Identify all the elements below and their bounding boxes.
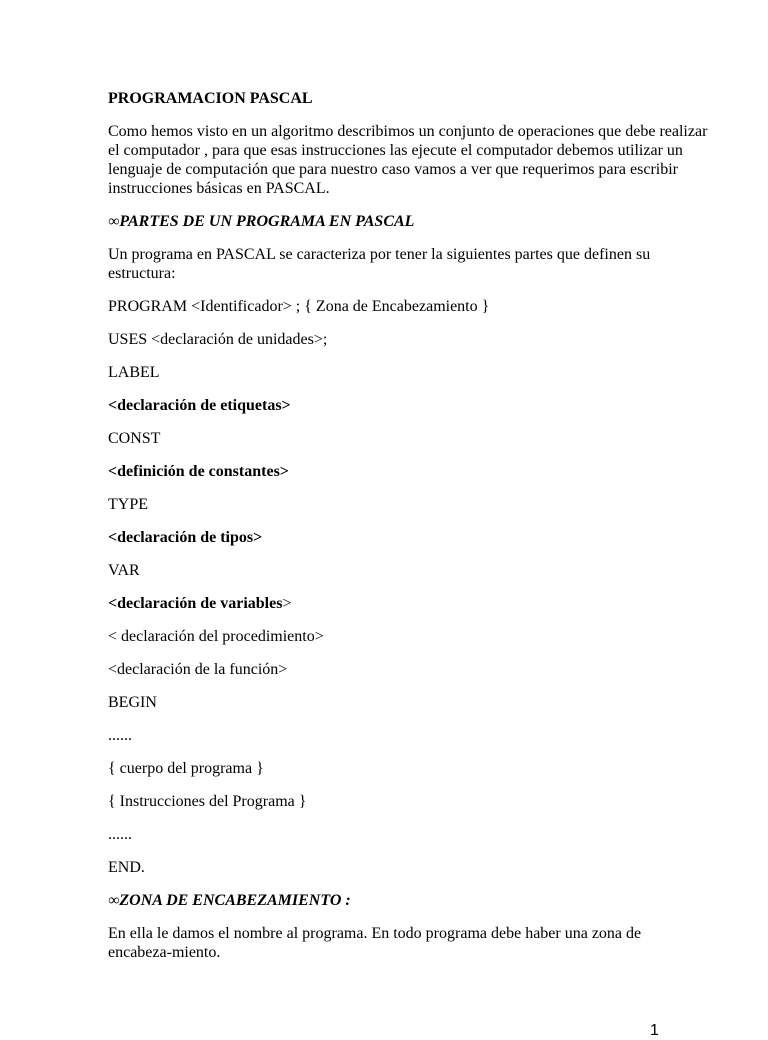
code-line [108, 594, 708, 613]
code-line-text: VAR [108, 562, 140, 579]
code-block [108, 297, 708, 877]
section-text-zona: En ella le damos el nombre al programa. En todo programa debe haber una zona de encabeza-miento. [108, 925, 642, 961]
code-line-text: BEGIN [108, 694, 157, 711]
code-line [108, 330, 708, 349]
code-line [108, 759, 708, 778]
code-line-text: < declaración del procedimiento> [108, 628, 324, 645]
code-line-text: <declaración de la función> [108, 661, 288, 678]
section-heading-text: PARTES DE UN PROGRAMA EN PASCAL [119, 213, 415, 230]
code-line-suffix: > [282, 595, 292, 612]
document-title: PROGRAMACION PASCAL [108, 90, 313, 107]
section-heading-partes [108, 212, 708, 231]
code-line [108, 693, 708, 712]
code-line-text: LABEL [108, 364, 160, 381]
code-line [108, 858, 708, 877]
code-line [108, 627, 708, 646]
section-heading-zona [108, 891, 708, 910]
code-line [108, 462, 708, 481]
bullet-infinity-icon: ∞ [108, 213, 120, 230]
code-line [108, 561, 708, 580]
code-line [108, 825, 708, 844]
code-line [108, 297, 708, 316]
code-line [108, 396, 708, 415]
code-line-text: <declaración de variables [108, 595, 283, 612]
intro-paragraph: Como hemos visto en un algoritmo describimos un conjunto de operaciones que debe realizar el computador , para que esas instrucciones las ejecute el computador debemos utilizar un lenguaje de computación que para nuestro caso vamos a ver que requerimos para escribir instrucciones básicas en PASCAL. [108, 123, 708, 197]
section-heading-text: ZONA DE ENCABEZAMIENTO : [119, 892, 351, 909]
code-line [108, 726, 708, 745]
code-line-text: CONST [108, 430, 161, 447]
code-line [108, 660, 708, 679]
code-line-text: PROGRAM <Identificador> ; { Zona de Encabezamiento } [108, 298, 490, 315]
code-line [108, 792, 708, 811]
code-line-text: { cuerpo del programa } [108, 760, 264, 777]
section-text-partes: Un programa en PASCAL se caracteriza por tener la siguientes partes que definen su estructura: [108, 246, 651, 282]
page-number: 1 [650, 1022, 659, 1039]
code-line-text: { Instrucciones del Programa } [108, 793, 307, 810]
code-line [108, 495, 708, 514]
code-line-text: <definición de constantes> [108, 463, 289, 480]
bullet-infinity-icon: ∞ [108, 892, 120, 909]
code-line [108, 363, 708, 382]
code-line-text: ...... [108, 727, 132, 744]
code-line-text: USES <declaración de unidades>; [108, 331, 328, 348]
code-line [108, 528, 708, 547]
code-line-text: ...... [108, 826, 132, 843]
code-line-text: END. [108, 859, 145, 876]
code-line-text: TYPE [108, 496, 148, 513]
code-line-text: <declaración de tipos> [108, 529, 263, 546]
code-line-text: <declaración de etiquetas> [108, 397, 291, 414]
code-line [108, 429, 708, 448]
